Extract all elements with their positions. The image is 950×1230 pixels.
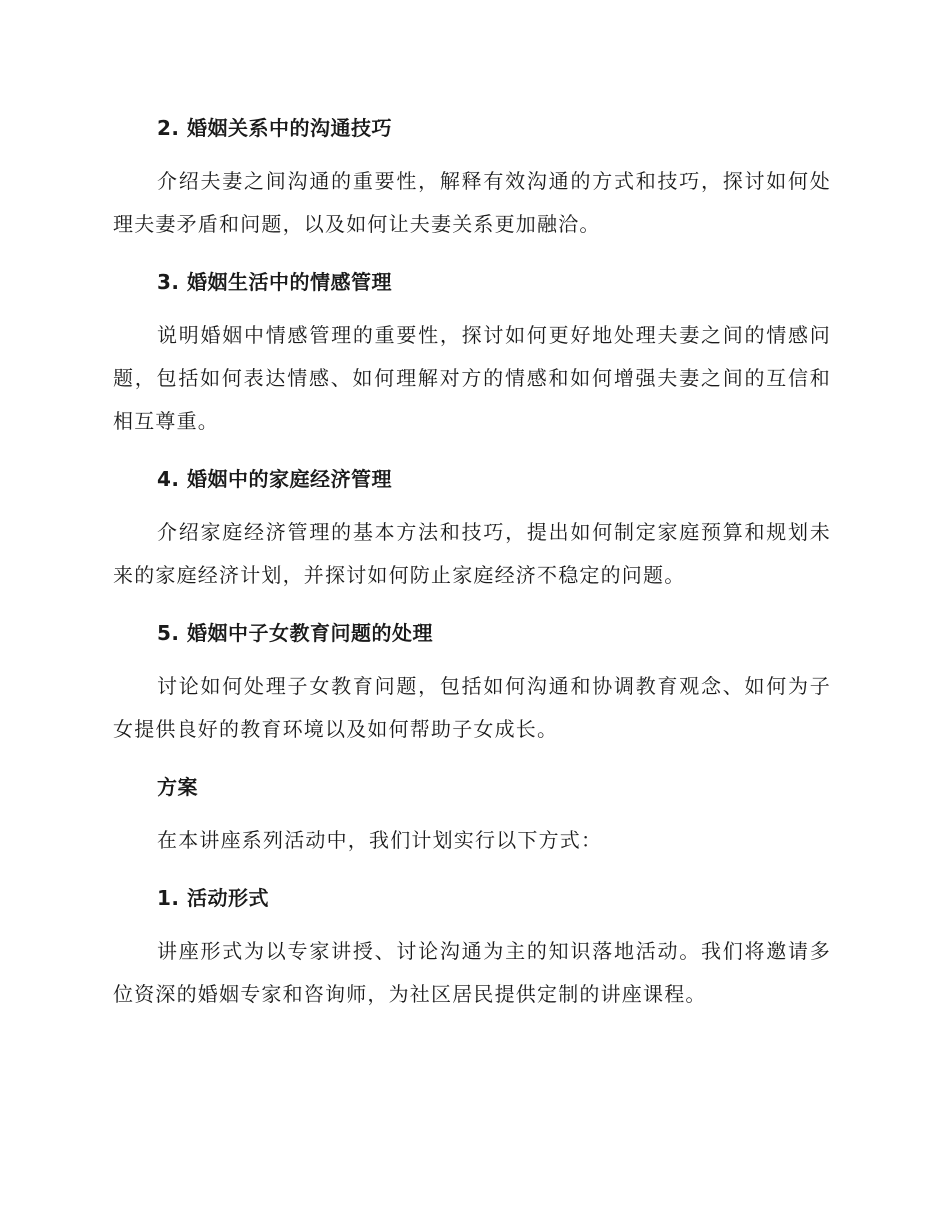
format-paragraph: 讲座形式为以专家讲授、讨论沟通为主的知识落地活动。我们将邀请多位资深的婚姻专家和咨询师，为社区居民提供定制的讲座课程。 xyxy=(113,939,831,1006)
section-paragraph: 讨论如何处理子女教育问题，包括如何沟通和协调教育观念、如何为子女提供良好的教育环境以及如何帮助子女成长。 xyxy=(113,674,831,741)
plan-heading: 方案 xyxy=(157,775,198,799)
plan-intro: 在本讲座系列活动中，我们计划实行以下方式： xyxy=(157,828,603,852)
section-paragraph: 介绍夫妻之间沟通的重要性，解释有效沟通的方式和技巧，探讨如何处理夫妻矛盾和问题，以及如何让夫妻关系更加融洽。 xyxy=(113,169,831,236)
document-content xyxy=(113,108,831,1016)
section-paragraph: 说明婚姻中情感管理的重要性，探讨如何更好地处理夫妻之间的情感问题，包括如何表达情感、如何理解对方的情感和如何增强夫妻之间的互信和相互尊重。 xyxy=(113,323,831,433)
section-heading: 5. 婚姻中子女教育问题的处理 xyxy=(157,621,433,645)
section-heading: 4. 婚姻中的家庭经济管理 xyxy=(157,467,392,491)
format-heading: 1. 活动形式 xyxy=(157,886,269,910)
section-heading: 2. 婚姻关系中的沟通技巧 xyxy=(157,116,392,140)
section-paragraph: 介绍家庭经济管理的基本方法和技巧，提出如何制定家庭预算和规划未来的家庭经济计划，并探讨如何防止家庭经济不稳定的问题。 xyxy=(113,520,831,587)
section-heading: 3. 婚姻生活中的情感管理 xyxy=(157,270,392,294)
